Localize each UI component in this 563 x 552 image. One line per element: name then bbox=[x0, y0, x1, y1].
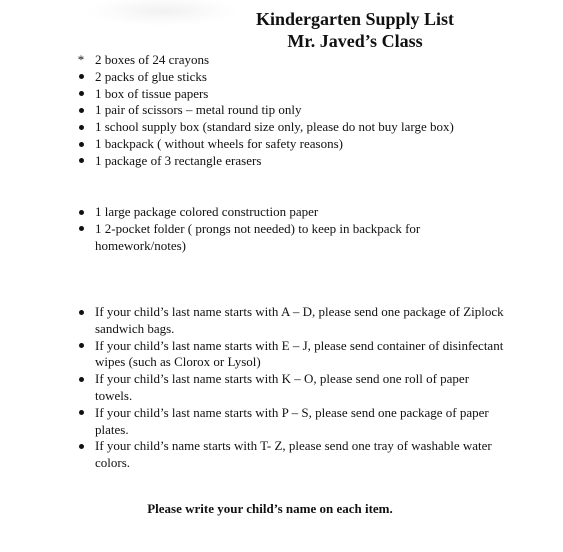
list-item bbox=[77, 52, 535, 69]
list-item-text: 1 package of 3 rectangle erasers bbox=[95, 152, 262, 168]
list-item bbox=[95, 204, 495, 221]
list-item bbox=[95, 221, 495, 255]
bullet-icon bbox=[76, 153, 86, 170]
list-item bbox=[95, 438, 505, 472]
asterisk-bullet-icon: * bbox=[77, 52, 85, 67]
bullet-icon bbox=[76, 136, 86, 153]
list-item-text: If your child’s last name starts with A – D, please send one package of Ziplock sandwich bags. bbox=[95, 304, 504, 336]
bullet-icon bbox=[76, 204, 86, 221]
bullet-icon bbox=[76, 86, 86, 103]
supply-list bbox=[77, 52, 535, 170]
extra-supply-list bbox=[95, 204, 495, 254]
list-item-text: 1 pair of scissors – metal round tip only bbox=[95, 102, 302, 118]
list-item bbox=[95, 405, 505, 439]
list-item bbox=[95, 69, 535, 86]
bullet-icon bbox=[76, 438, 86, 455]
bullet-icon bbox=[76, 338, 86, 355]
name-request-list bbox=[95, 304, 505, 472]
list-item-text: If your child’s last name starts with P – S, please send one package of paper plates. bbox=[95, 404, 489, 437]
list-item-text: If your child’s name starts with T- Z, please send one tray of washable water colors. bbox=[95, 438, 492, 471]
list-item-text: 2 packs of glue sticks bbox=[95, 68, 207, 84]
list-item bbox=[95, 136, 535, 153]
list-item bbox=[95, 102, 535, 119]
list-item bbox=[95, 86, 535, 103]
list-item-text: 2 boxes of 24 crayons bbox=[95, 52, 210, 67]
list-item-text: 1 2-pocket folder ( prongs not needed) to keep in backpack for homework/notes) bbox=[95, 220, 421, 253]
list-item bbox=[95, 119, 535, 136]
page-title: Kindergarten Supply List bbox=[255, 9, 455, 29]
bullet-icon bbox=[76, 405, 86, 422]
list-item bbox=[95, 338, 505, 372]
class-name: Mr. Javed’s Class bbox=[287, 31, 423, 51]
bullet-icon bbox=[76, 69, 86, 86]
bullet-icon bbox=[76, 221, 86, 238]
list-item-text: 1 backpack ( without wheels for safety reasons) bbox=[95, 135, 343, 151]
list-item-text: 1 box of tissue papers bbox=[95, 85, 209, 101]
footer-note: Please write your child’s name on each item. bbox=[147, 501, 393, 516]
bullet-icon bbox=[76, 304, 86, 321]
list-item-text: 1 large package colored construction paper bbox=[95, 204, 319, 219]
list-item-text: 1 school supply box (standard size only, please do not buy large box) bbox=[95, 119, 454, 135]
list-item-text: If your child’s last name starts with E – J, please send container of disinfectant wipes (such as Clorox or Lysol) bbox=[95, 337, 504, 370]
list-item bbox=[95, 304, 505, 338]
list-item bbox=[95, 153, 535, 170]
bullet-icon bbox=[76, 102, 86, 119]
list-item-text: If your child’s last name starts with K – O, please send one roll of paper towels. bbox=[95, 371, 470, 403]
bullet-icon bbox=[76, 119, 86, 136]
bullet-icon bbox=[76, 371, 86, 388]
list-item bbox=[95, 371, 505, 405]
